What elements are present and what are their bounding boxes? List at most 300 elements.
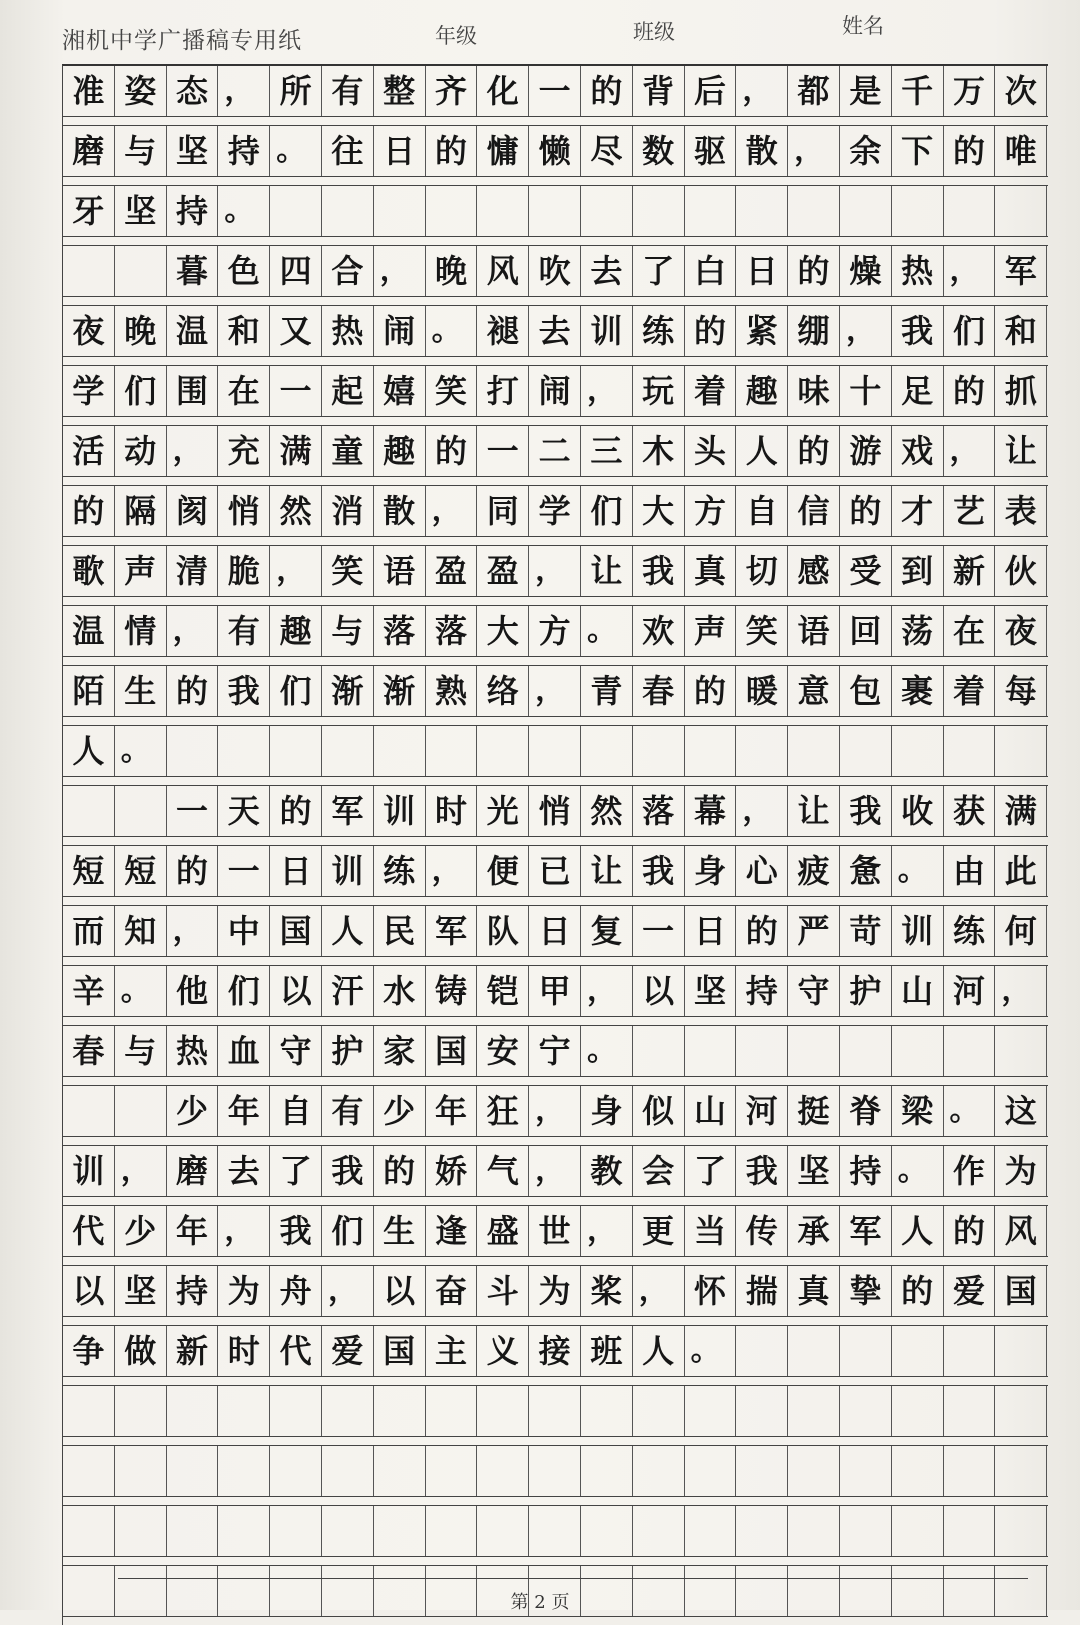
grid-cell: 持 — [218, 126, 270, 176]
grid-cell: 人 — [736, 426, 788, 476]
grid-cell: 去 — [581, 246, 633, 296]
grid-cell: 民 — [374, 906, 426, 956]
grid-cell — [167, 1386, 219, 1436]
grid-cell — [892, 1446, 944, 1496]
grid-cell: 汗 — [322, 966, 374, 1016]
grid-cell — [840, 1446, 892, 1496]
grid-row — [63, 785, 1048, 837]
grid-cell: 这 — [995, 1086, 1047, 1136]
grid-cell: 护 — [840, 966, 892, 1016]
grid-cell — [218, 1446, 270, 1496]
grid-cell: 游 — [840, 426, 892, 476]
grid-cell: 欢 — [633, 606, 685, 656]
grid-cell — [633, 1506, 685, 1556]
grid-cell: 怀 — [685, 1266, 737, 1316]
grid-cell: 。 — [115, 966, 167, 1016]
grid-row — [63, 66, 1048, 117]
grid-cell: 身 — [581, 1086, 633, 1136]
grid-cell: 的 — [374, 1146, 426, 1196]
grid-cell: 满 — [995, 786, 1047, 836]
grid-cell: 身 — [685, 846, 737, 896]
grid-cell: 河 — [944, 966, 996, 1016]
grid-cell: 代 — [270, 1326, 322, 1376]
grid-cell: 次 — [995, 66, 1047, 116]
grid-cell: 山 — [685, 1086, 737, 1136]
grid-cell: 们 — [944, 306, 996, 356]
grid-cell: 新 — [167, 1326, 219, 1376]
grid-cell: ， — [529, 546, 581, 596]
grid-cell: 的 — [167, 846, 219, 896]
grid-row — [63, 425, 1048, 477]
grid-cell — [322, 186, 374, 236]
grid-cell: 坚 — [115, 1266, 167, 1316]
grid-cell: 绷 — [788, 306, 840, 356]
grid-cell: 挚 — [840, 1266, 892, 1316]
grid-cell — [840, 726, 892, 776]
grid-cell — [374, 726, 426, 776]
grid-cell: 让 — [581, 546, 633, 596]
grid-cell: 练 — [633, 306, 685, 356]
grid-row — [63, 605, 1048, 657]
grid-cell: 训 — [892, 906, 944, 956]
grid-cell: 我 — [633, 846, 685, 896]
grid-cell: 春 — [63, 1026, 115, 1076]
grid-row — [63, 845, 1048, 897]
grid-cell: ， — [218, 66, 270, 116]
grid-cell: ， — [529, 1086, 581, 1136]
grid-cell — [944, 1506, 996, 1556]
grid-cell: 同 — [477, 486, 529, 536]
grid-cell: 心 — [736, 846, 788, 896]
grid-cell: 夜 — [995, 606, 1047, 656]
grid-cell — [685, 726, 737, 776]
grid-cell: 光 — [477, 786, 529, 836]
grid-cell: 到 — [892, 546, 944, 596]
grid-cell: 的 — [581, 66, 633, 116]
grid-cell: 千 — [892, 66, 944, 116]
grid-cell: 艺 — [944, 486, 996, 536]
grid-cell — [788, 1326, 840, 1376]
grid-cell: ， — [374, 246, 426, 296]
grid-cell — [995, 726, 1047, 776]
grid-cell — [840, 1386, 892, 1436]
grid-cell — [115, 1386, 167, 1436]
grid-row — [63, 365, 1048, 417]
grid-cell: 军 — [426, 906, 478, 956]
grid-cell: 陌 — [63, 666, 115, 716]
grid-cell: 切 — [736, 546, 788, 596]
grid-cell — [167, 726, 219, 776]
grid-cell: 热 — [892, 246, 944, 296]
grid-cell: 阂 — [167, 486, 219, 536]
grid-cell — [892, 726, 944, 776]
grid-cell: 回 — [840, 606, 892, 656]
grid-cell: 态 — [167, 66, 219, 116]
grid-cell — [529, 1386, 581, 1436]
grid-cell: 与 — [115, 1026, 167, 1076]
grid-cell: 们 — [218, 966, 270, 1016]
grid-cell: 裹 — [892, 666, 944, 716]
grid-cell — [736, 726, 788, 776]
grid-cell: 让 — [581, 846, 633, 896]
grid-cell: ， — [167, 426, 219, 476]
grid-cell: 们 — [115, 366, 167, 416]
grid-cell — [581, 726, 633, 776]
grid-cell: ， — [581, 966, 633, 1016]
grid-cell: 动 — [115, 426, 167, 476]
grid-row — [63, 125, 1048, 177]
grid-cell: 承 — [788, 1206, 840, 1256]
grid-cell: 十 — [840, 366, 892, 416]
grid-cell — [218, 1386, 270, 1436]
grid-cell: ， — [581, 1206, 633, 1256]
grid-cell — [788, 1026, 840, 1076]
grid-cell: 趣 — [374, 426, 426, 476]
grid-cell: 以 — [633, 966, 685, 1016]
grid-cell: ， — [426, 846, 478, 896]
grid-cell: 了 — [270, 1146, 322, 1196]
grid-cell: 桨 — [581, 1266, 633, 1316]
grid-cell — [63, 786, 115, 836]
grid-cell — [633, 1026, 685, 1076]
grid-cell — [944, 1386, 996, 1436]
grid-row — [63, 545, 1048, 597]
grid-cell: 都 — [788, 66, 840, 116]
grid-row — [63, 725, 1048, 777]
grid-row — [63, 1505, 1048, 1557]
grid-cell: 为 — [218, 1266, 270, 1316]
grid-cell: 的 — [944, 126, 996, 176]
grid-cell: 去 — [218, 1146, 270, 1196]
grid-cell: 头 — [685, 426, 737, 476]
grid-cell: 由 — [944, 846, 996, 896]
grid-cell: 二 — [529, 426, 581, 476]
grid-cell: 隔 — [115, 486, 167, 536]
grid-cell: 训 — [322, 846, 374, 896]
grid-cell: 热 — [167, 1026, 219, 1076]
grid-cell — [892, 1506, 944, 1556]
grid-cell: 的 — [685, 306, 737, 356]
grid-cell: 一 — [529, 66, 581, 116]
grid-cell — [426, 1506, 478, 1556]
grid-cell: 大 — [477, 606, 529, 656]
grid-cell: 爱 — [944, 1266, 996, 1316]
grid-cell: ， — [736, 786, 788, 836]
grid-cell — [115, 1506, 167, 1556]
grid-cell: 闹 — [529, 366, 581, 416]
grid-cell — [477, 1386, 529, 1436]
grid-cell — [840, 1026, 892, 1076]
grid-cell — [477, 1446, 529, 1496]
grid-cell: 他 — [167, 966, 219, 1016]
grid-cell: 逢 — [426, 1206, 478, 1256]
grid-cell: 代 — [63, 1206, 115, 1256]
grid-cell: 有 — [322, 1086, 374, 1136]
grid-cell: 我 — [322, 1146, 374, 1196]
grid-cell: 时 — [218, 1326, 270, 1376]
grid-cell: 人 — [633, 1326, 685, 1376]
grid-cell — [581, 1386, 633, 1436]
grid-cell: 国 — [426, 1026, 478, 1076]
grid-cell — [115, 246, 167, 296]
grid-cell: 渐 — [322, 666, 374, 716]
grid-cell: 褪 — [477, 306, 529, 356]
grid-cell: 让 — [995, 426, 1047, 476]
grid-cell: 水 — [374, 966, 426, 1016]
grid-cell: 的 — [840, 486, 892, 536]
grid-cell — [995, 1386, 1047, 1436]
grid-cell: 守 — [788, 966, 840, 1016]
grid-cell — [63, 1386, 115, 1436]
grid-cell: 收 — [892, 786, 944, 836]
grid-cell: 笑 — [322, 546, 374, 596]
grid-row — [63, 965, 1048, 1017]
grid-cell: 年 — [218, 1086, 270, 1136]
grid-cell: 与 — [115, 126, 167, 176]
grid-cell: 起 — [322, 366, 374, 416]
grid-cell: 语 — [788, 606, 840, 656]
grid-cell — [477, 186, 529, 236]
grid-cell: 幕 — [685, 786, 737, 836]
sheet-title: 湘机中学广播稿专用纸 — [62, 28, 302, 54]
grid-cell: 脊 — [840, 1086, 892, 1136]
grid-cell — [374, 1446, 426, 1496]
grid-cell: ， — [115, 1146, 167, 1196]
grid-cell: 一 — [270, 366, 322, 416]
grid-cell: 日 — [685, 906, 737, 956]
grid-cell: 我 — [633, 546, 685, 596]
grid-cell — [944, 186, 996, 236]
grid-cell: 们 — [322, 1206, 374, 1256]
grid-cell — [426, 726, 478, 776]
grid-cell: 。 — [892, 1146, 944, 1196]
grid-cell: 语 — [374, 546, 426, 596]
grid-cell: 齐 — [426, 66, 478, 116]
grid-cell: 持 — [167, 186, 219, 236]
grid-cell: 方 — [529, 606, 581, 656]
grid-cell: 坚 — [167, 126, 219, 176]
grid-cell: 感 — [788, 546, 840, 596]
grid-cell: 牙 — [63, 186, 115, 236]
grid-cell — [115, 786, 167, 836]
grid-cell: 驱 — [685, 126, 737, 176]
sheet-header — [0, 0, 1080, 60]
grid-cell: 军 — [322, 786, 374, 836]
grid-cell: 人 — [892, 1206, 944, 1256]
grid-cell: 足 — [892, 366, 944, 416]
grid-cell — [322, 1386, 374, 1436]
grid-cell: 表 — [995, 486, 1047, 536]
grid-cell — [995, 1446, 1047, 1496]
grid-cell: 日 — [374, 126, 426, 176]
grid-cell: 然 — [581, 786, 633, 836]
grid-cell: 们 — [270, 666, 322, 716]
grid-cell: 练 — [374, 846, 426, 896]
grid-cell: 温 — [63, 606, 115, 656]
grid-cell — [633, 726, 685, 776]
grid-cell: 甲 — [529, 966, 581, 1016]
grid-cell: ， — [840, 306, 892, 356]
grid-cell: 一 — [218, 846, 270, 896]
grid-cell: ， — [218, 1206, 270, 1256]
grid-cell: 日 — [529, 906, 581, 956]
grid-cell: 大 — [633, 486, 685, 536]
grid-cell — [581, 1446, 633, 1496]
grid-cell: 练 — [944, 906, 996, 956]
grid-cell — [685, 186, 737, 236]
grid-cell — [788, 1446, 840, 1496]
grid-cell: 四 — [270, 246, 322, 296]
grid-cell: 落 — [633, 786, 685, 836]
grid-cell: 磨 — [167, 1146, 219, 1196]
grid-cell: 疲 — [788, 846, 840, 896]
grid-cell: 山 — [892, 966, 944, 1016]
grid-cell: 会 — [633, 1146, 685, 1196]
grid-cell: 夜 — [63, 306, 115, 356]
grid-cell: 化 — [477, 66, 529, 116]
grid-cell: 下 — [892, 126, 944, 176]
grid-cell: 知 — [115, 906, 167, 956]
grid-cell: 落 — [374, 606, 426, 656]
grid-cell: 少 — [374, 1086, 426, 1136]
grid-cell — [115, 1086, 167, 1136]
grid-cell: 辛 — [63, 966, 115, 1016]
grid-cell: 满 — [270, 426, 322, 476]
grid-cell: 的 — [63, 486, 115, 536]
grid-cell: 与 — [322, 606, 374, 656]
grid-cell: 。 — [581, 1026, 633, 1076]
grid-cell — [736, 1386, 788, 1436]
grid-cell: 清 — [167, 546, 219, 596]
grid-cell: 世 — [529, 1206, 581, 1256]
grid-cell — [270, 1386, 322, 1436]
grid-row — [63, 185, 1048, 237]
grid-cell: 的 — [736, 906, 788, 956]
grid-cell: 荡 — [892, 606, 944, 656]
grid-cell — [788, 1506, 840, 1556]
grid-cell: 味 — [788, 366, 840, 416]
grid-cell: 三 — [581, 426, 633, 476]
grid-cell: 充 — [218, 426, 270, 476]
grid-cell — [892, 1026, 944, 1076]
grid-cell — [322, 1446, 374, 1496]
grid-cell: 以 — [374, 1266, 426, 1316]
grid-cell: 包 — [840, 666, 892, 716]
grid-cell: 让 — [788, 786, 840, 836]
grid-cell — [270, 186, 322, 236]
grid-cell: 。 — [218, 186, 270, 236]
grid-cell: 的 — [167, 666, 219, 716]
grid-cell: 盈 — [426, 546, 478, 596]
grid-cell: 获 — [944, 786, 996, 836]
grid-cell — [167, 1506, 219, 1556]
grid-cell — [892, 1326, 944, 1376]
grid-cell: 一 — [167, 786, 219, 836]
grid-cell: 我 — [892, 306, 944, 356]
grid-cell: 为 — [529, 1266, 581, 1316]
grid-cell: 尽 — [581, 126, 633, 176]
grid-cell: 当 — [685, 1206, 737, 1256]
grid-cell — [218, 726, 270, 776]
grid-cell: 晚 — [426, 246, 478, 296]
grid-cell: 。 — [426, 306, 478, 356]
grid-cell: 作 — [944, 1146, 996, 1196]
grid-cell: 我 — [218, 666, 270, 716]
grid-cell: 训 — [581, 306, 633, 356]
grid-cell: 紧 — [736, 306, 788, 356]
grid-cell: 人 — [322, 906, 374, 956]
grid-cell: 的 — [426, 426, 478, 476]
grid-cell: 河 — [736, 1086, 788, 1136]
grid-cell: 每 — [995, 666, 1047, 716]
grid-cell — [63, 1446, 115, 1496]
grid-cell: 意 — [788, 666, 840, 716]
grid-cell: 血 — [218, 1026, 270, 1076]
grid-cell: 玩 — [633, 366, 685, 416]
grid-cell: 坚 — [788, 1146, 840, 1196]
grid-cell: 传 — [736, 1206, 788, 1256]
grid-cell — [788, 186, 840, 236]
grid-cell: 色 — [218, 246, 270, 296]
grid-cell: 声 — [685, 606, 737, 656]
grid-cell: 严 — [788, 906, 840, 956]
grid-cell — [167, 1446, 219, 1496]
grid-row — [63, 665, 1048, 717]
grid-cell: 方 — [685, 486, 737, 536]
grid-cell: 教 — [581, 1146, 633, 1196]
grid-cell: 爱 — [322, 1326, 374, 1376]
grid-cell: 然 — [270, 486, 322, 536]
grid-row — [63, 1385, 1048, 1437]
grid-cell: 活 — [63, 426, 115, 476]
grid-cell: 悄 — [529, 786, 581, 836]
grid-row — [63, 1445, 1048, 1497]
grid-cell: 班 — [581, 1326, 633, 1376]
grid-cell — [944, 726, 996, 776]
grid-cell: 渐 — [374, 666, 426, 716]
grid-cell: 声 — [115, 546, 167, 596]
grid-cell — [788, 1386, 840, 1436]
grid-cell: 暮 — [167, 246, 219, 296]
grid-cell: 便 — [477, 846, 529, 896]
grid-cell: 惫 — [840, 846, 892, 896]
grid-cell — [426, 1386, 478, 1436]
grid-cell — [736, 1026, 788, 1076]
grid-cell: 争 — [63, 1326, 115, 1376]
grid-cell: 做 — [115, 1326, 167, 1376]
grid-cell: 唯 — [995, 126, 1047, 176]
grid-cell: 们 — [581, 486, 633, 536]
grid-row — [63, 1205, 1048, 1257]
grid-cell: 铸 — [426, 966, 478, 1016]
grid-cell: 晚 — [115, 306, 167, 356]
grid-cell: 春 — [633, 666, 685, 716]
footer-divider — [118, 1578, 1028, 1579]
grid-cell: ， — [167, 906, 219, 956]
grid-cell: 的 — [685, 666, 737, 716]
grid-cell: 白 — [685, 246, 737, 296]
grid-cell: 家 — [374, 1026, 426, 1076]
grid-cell — [529, 726, 581, 776]
grid-cell — [374, 186, 426, 236]
grid-cell: 宁 — [529, 1026, 581, 1076]
grid-cell — [736, 1326, 788, 1376]
grid-cell — [477, 1506, 529, 1556]
grid-cell — [892, 1386, 944, 1436]
grid-cell — [788, 726, 840, 776]
grid-cell: 的 — [892, 1266, 944, 1316]
grid-cell: 才 — [892, 486, 944, 536]
